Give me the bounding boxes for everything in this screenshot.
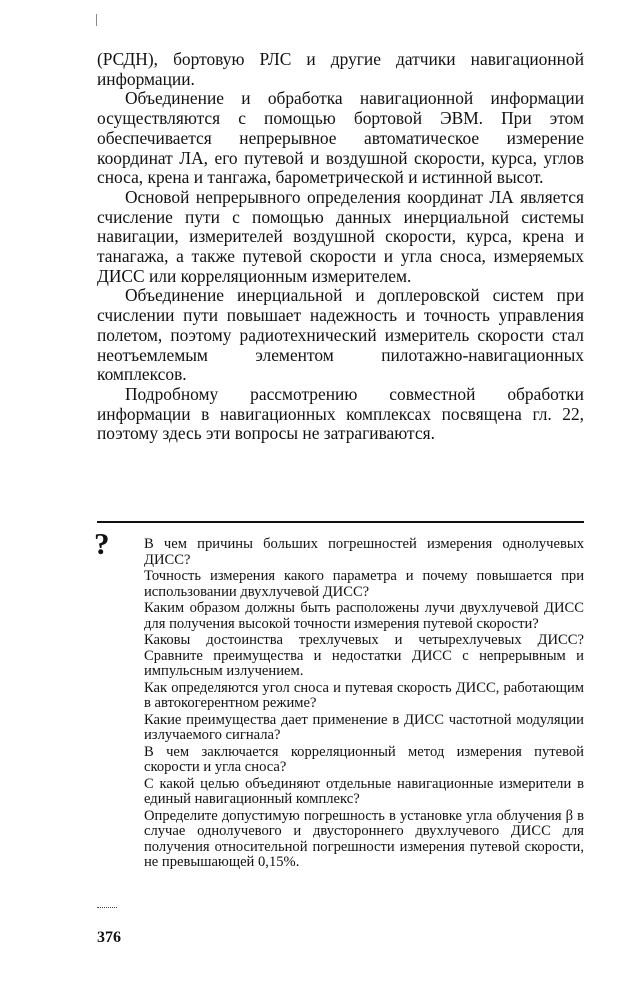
- question-item: Каковы достоинства трехлучевых и четырехлучевых ДИСС? Сравните преимущества и недостатки ДИСС с непрерывным и импульсным излучением.: [144, 632, 584, 679]
- question-mark-icon: ?: [94, 526, 110, 561]
- question-item: В чем причины больших погрешностей измерения однолучевых ДИСС?: [144, 536, 584, 568]
- question-item: С какой целью объединяют отдельные навигационные измерители в единый навигационный комплекс?: [144, 775, 584, 807]
- review-questions: [144, 537, 584, 872]
- margin-tick: [96, 14, 97, 26]
- paragraph: Основой непрерывного определения координат ЛА является счисление пути с помощью данных инерциальной системы навигации, измерителей воздушной скорости, курса, крена и танагажа, а также путевой скорости и угла сноса, измеряемых ДИСС или корреляционным измерителем.: [97, 186, 584, 286]
- section-divider: [97, 521, 584, 523]
- question-item: Какие преимущества дает применение в ДИСС частотной модуляции излучаемого сигнала?: [144, 711, 584, 743]
- question-item: Как определяются угол сноса и путевая скорость ДИСС, работающим в автокогерентном режиме?: [144, 679, 584, 711]
- question-item: В чем заключается корреляционный метод измерения путевой скорости и угла сноса?: [144, 743, 584, 775]
- footer-rule: [97, 907, 117, 908]
- paragraph: Объединение инерциальной и доплеровской систем при счислении пути повышает надежность и точность управления полетом, поэтому радиотехнический измеритель скорости стал неотъемлемым элементом пилотажно-навигационных комплексов.: [97, 285, 584, 385]
- question-item: Определите допустимую погрешность в установке угла облучения β в случае однолучевого и двустороннего двухлучевого ДИСС для получения относительной погрешности измерения путевой скорости, не превышающей 0,15%.: [144, 807, 584, 870]
- question-item: Каким образом должны быть расположены лучи двухлучевой ДИСС для получения высокой точности измерения путевой скорости?: [144, 600, 584, 632]
- paragraph: Подробному рассмотрению совместной обработки информации в навигационных комплексах посвящена гл. 22, поэтому здесь эти вопросы не затрагиваются.: [97, 383, 584, 444]
- paragraph: Объединение и обработка навигационной информации осуществляются с помощью бортовой ЭВМ. При этом обеспечивается непрерывное автоматическое измерение координат ЛА, его путевой и воздушной скорости, курса, углов сноса, крена и тангажа, барометрической и истинной высот.: [97, 88, 584, 188]
- paragraph-continuation: (РСДН), бортовую РЛС и другие датчики навигационной информации.: [97, 49, 584, 89]
- page-number: 376: [97, 929, 121, 946]
- question-item: Точность измерения какого параметра и почему повышается при использовании двухлучевой ДИСС?: [144, 568, 584, 600]
- main-text: [97, 50, 584, 444]
